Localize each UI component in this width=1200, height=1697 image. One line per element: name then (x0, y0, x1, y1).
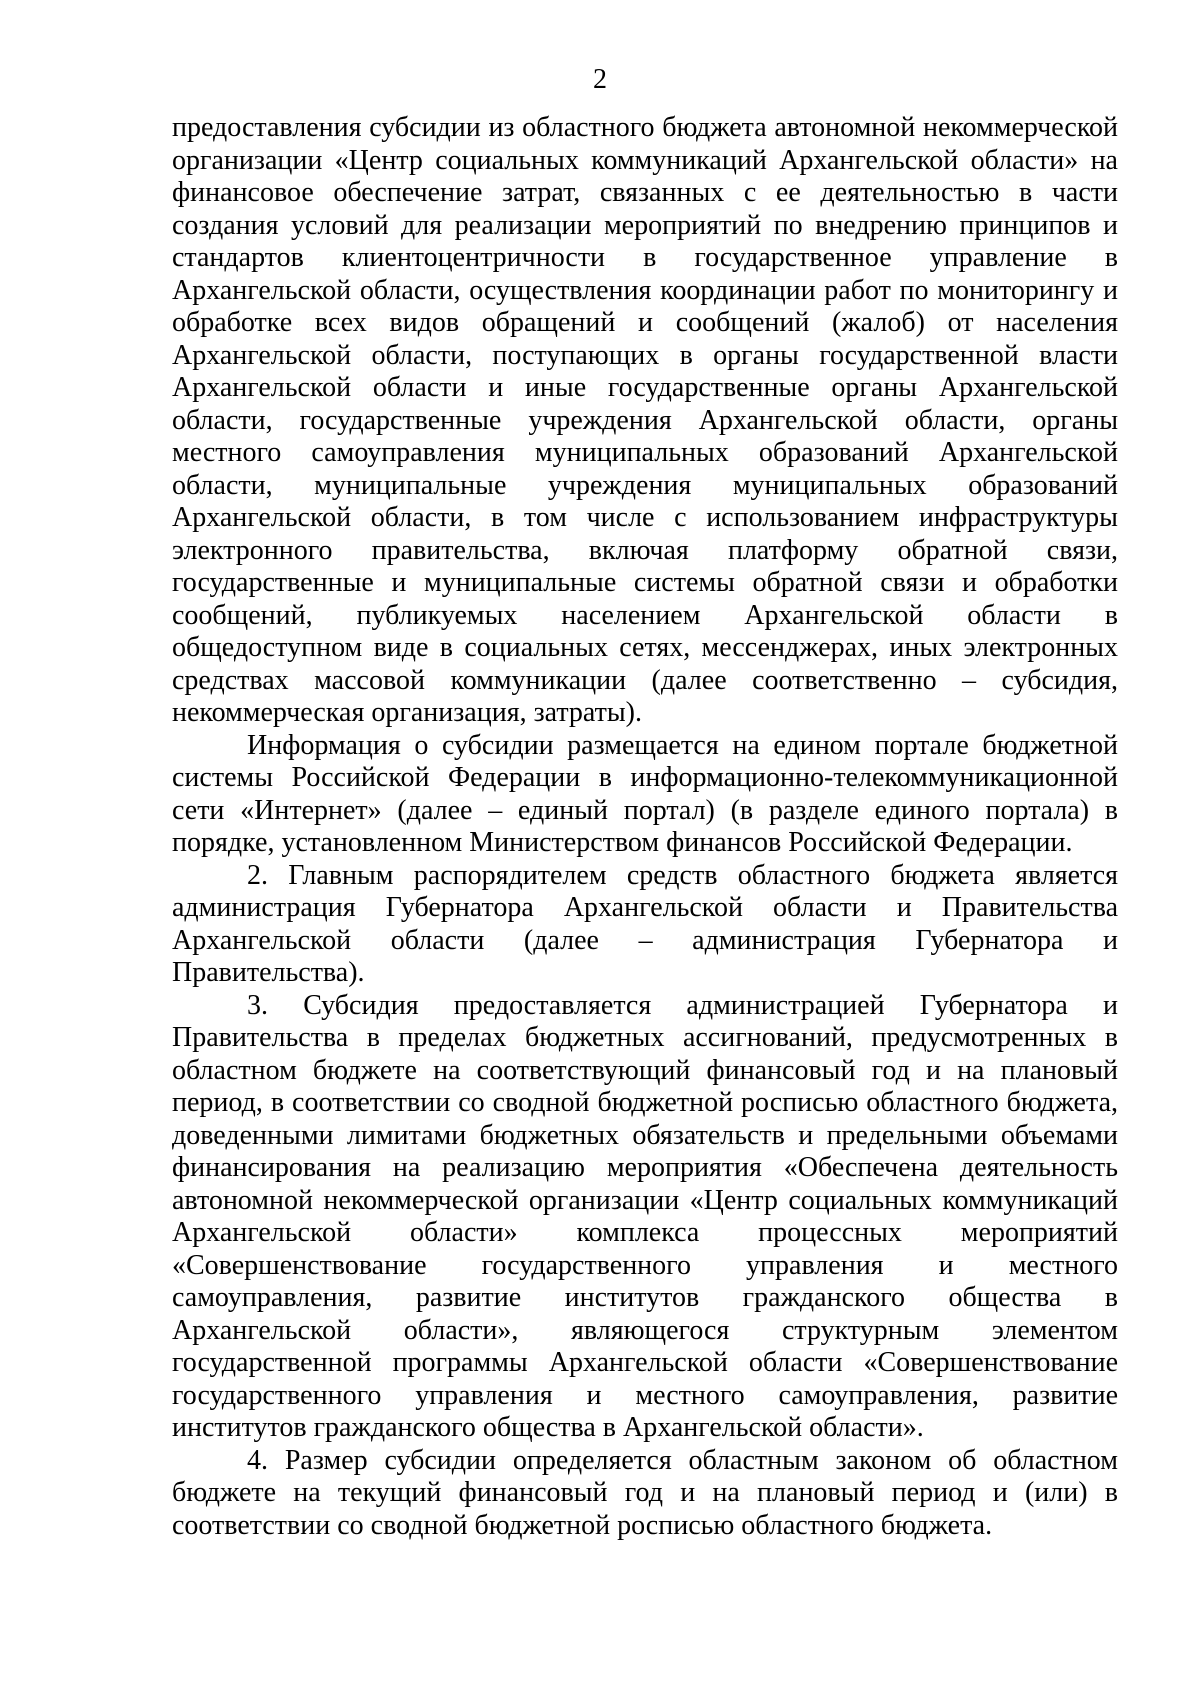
paragraph-subsidy-amount: 4. Размер субсидии определяется областным законом об областном бюджете на текущий финансовый год и на плановый период и (или) в соответствии со сводной бюджетной росписью областного бюджета. (172, 1444, 1118, 1541)
paragraph-subsidy-provision: 3. Субсидия предоставляется администрацией Губернатора и Правительства в пределах бюджетных ассигнований, предусмотренных в областном бюджете на соответствующий финансовый год и на плановый период, в соответствии со сводной бюджетной росписью областного бюджета, доведенными лимитами бюджетных обязательств и предельными объемами финансирования на реализацию мероприятия «Обеспечена деятельность автономной некоммерческой организации «Центр социальных коммуникаций Архангельской области» комплекса процессных мероприятий «Совершенствование государственного управления и местного самоуправления, развитие институтов гражданского общества в Архангельской области», являющегося структурным элементом государственной программы Архангельской области «Совершенствование государственного управления и местного самоуправления, развитие институтов гражданского общества в Архангельской области». (172, 989, 1118, 1443)
document-body (172, 112, 1118, 1542)
paragraph-subsidy-purpose: предоставления субсидии из областного бюджета автономной некоммерческой организации «Центр социальных коммуникаций Архангельской области» на финансовое обеспечение затрат, связанных с ее деятельностью в части создания условий для реализации мероприятий по внедрению принципов и стандартов клиентоцентричности в государственное управление в Архангельской области, осуществления координации работ по мониторингу и обработке всех видов обращений и сообщений (жалоб) от населения Архангельской области, поступающих в органы государственной власти Архангельской области и иные государственные органы Архангельской области, государственные учреждения Архангельской области, органы местного самоуправления муниципальных образований Архангельской области, муниципальные учреждения муниципальных образований Архангельской области, в том числе с использованием инфраструктуры электронного правительства, включая платформу обратной связи, государственные и муниципальные системы обратной связи и обработки сообщений, публикуемых населением Архангельской области в общедоступном виде в социальных сетях, мессенджерах, иных электронных средствах массовой коммуникации (далее соответственно – субсидия, некоммерческая организация, затраты). (172, 112, 1118, 728)
page-number: 2 (593, 64, 607, 95)
paragraph-subsidy-information: Информация о субсидии размещается на едином портале бюджетной системы Российской Федерации в информационно-телекоммуникационной сети «Интернет» (далее – единый портал) (в разделе единого портала) в порядке, установленном Министерством финансов Российской Федерации. (172, 729, 1118, 858)
paragraph-main-administrator: 2. Главным распорядителем средств областного бюджета является администрация Губернатора Архангельской области и Правительства Архангельской области (далее – администрация Губернатора и Правительства). (172, 859, 1118, 988)
